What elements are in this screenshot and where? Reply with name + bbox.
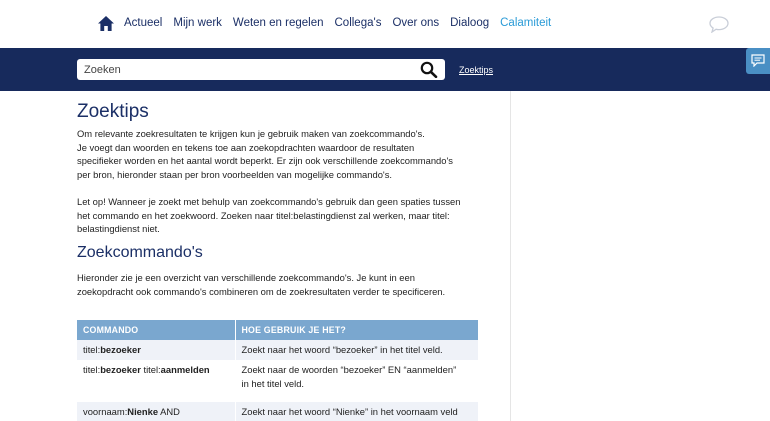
usage-text: Zoekt naar het woord “bezoeker” in het titel veld. [241,344,443,355]
chat-bubble-icon[interactable] [709,16,729,33]
command-part: voornaam: [83,406,128,417]
feedback-tab[interactable] [746,48,770,74]
text-line: Je voegt dan woorden en tekens toe aan zoekopdrachten waardoor de resultaten [77,141,415,153]
usage-cell [235,340,478,360]
usage-cell [235,402,478,421]
nav-item-calamiteit[interactable]: Calamiteit [500,17,552,29]
command-keyword: aanmelden [160,364,210,375]
command-cell [77,402,235,421]
main-menu [124,17,551,29]
text-line: het commando en het zoekwoord. Zoeken naar titel:belastingdienst zal werken, maar titel: [77,209,450,221]
feedback-icon [751,54,765,67]
table-row [77,340,478,360]
nav-item-actueel[interactable]: Actueel [124,17,163,29]
table-header-row [77,320,478,340]
page-title: Zoektips [77,101,149,122]
text-line: Let op! Wanneer je zoekt met behulp van zoekcommando's gebruik dan geen spaties tussen [77,196,461,207]
text-line: belastingdienst niet. [77,223,160,235]
search-icon[interactable] [420,61,438,78]
table-row [77,402,478,421]
nav-item-dialoog[interactable]: Dialoog [450,17,490,29]
command-part: AND [158,406,180,417]
command-keyword: bezoeker [100,364,141,375]
usage-cell [235,360,478,402]
column-divider [510,91,511,421]
command-keyword: bezoeker [100,344,141,355]
nav-item-weten-en-regelen[interactable]: Weten en regelen [232,17,324,29]
command-part: titel: [83,364,101,375]
usage-text: in het titel veld. [241,377,305,389]
section-heading: Zoekcommando's [77,244,203,261]
command-part: titel: [83,344,101,355]
overview-paragraph [77,271,477,298]
table-row [77,360,478,402]
text-line: specifieker worden en het aantal wordt beperkt. Er zijn ook verschillende zoekcommando's [77,155,453,167]
usage-text: Zoekt naar de woorden “bezoeker” EN “aanmelden” [241,364,457,375]
header-commando: COMMANDO [77,320,235,340]
text-line: zoekopdracht ook commando's combineren om de zoekresultaten verder te specificeren. [77,285,446,297]
command-part: titel: [140,364,161,375]
text-line: per bron, hieronder staan per bron voorbeelden van mogelijke commando's. [77,168,392,180]
home-icon[interactable] [98,16,114,31]
usage-text: Zoekt naar het woord “Nienke” in het voornaam veld [241,406,458,417]
nav-item-collegas[interactable]: Collega's [334,17,382,29]
search-tips-link[interactable]: Zoektips [459,65,494,75]
command-keyword: Nienke [127,406,159,417]
search-box [77,59,445,80]
warning-paragraph [77,195,477,236]
commands-table [77,320,478,421]
search-bar [0,48,770,91]
top-navigation [0,0,770,48]
header-usage: HOE GEBRUIK JE HET? [235,320,478,340]
command-cell [77,340,235,360]
search-input[interactable] [84,62,404,77]
text-line: Om relevante zoekresultaten te krijgen kun je gebruik maken van zoekcommando's. [77,128,425,139]
nav-item-mijn-werk[interactable]: Mijn werk [173,17,222,29]
text-line: Hieronder zie je een overzicht van verschillende zoekcommando's. Je kunt in een [77,272,415,283]
command-cell [77,360,235,402]
intro-paragraph [77,127,477,181]
nav-item-over-ons[interactable]: Over ons [392,17,440,29]
